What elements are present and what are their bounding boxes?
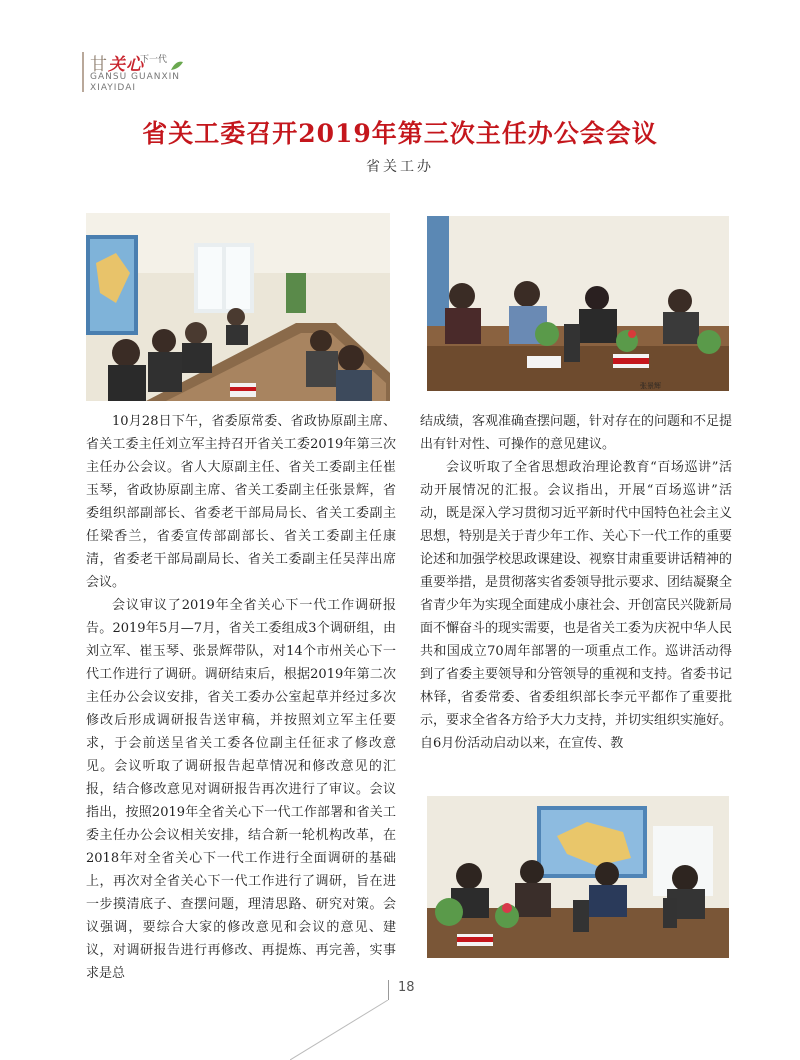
page-number: 18 [398, 980, 415, 995]
corner-decoration [290, 1000, 390, 1060]
right-column [420, 410, 732, 755]
logo-subtitle: 下一代 [140, 55, 168, 65]
paragraph-3: 结成绩，客观准确查摆问题，针对存在的问题和不足提出有针对性、可操作的意见建议。 [420, 414, 733, 452]
leaf-icon [170, 60, 184, 72]
meeting-photo-3-illustration [427, 796, 729, 958]
logo-english-line-1: GANSU GUANXIN [90, 72, 181, 82]
article-title: 省关工委召开2019年第三次主任办公会会议 [142, 119, 658, 148]
meeting-photo-2-illustration [427, 216, 729, 391]
footer-divider [388, 980, 389, 1000]
magazine-logo [90, 50, 220, 98]
left-column [86, 410, 396, 985]
logo-english-line-2: XIAYIDAI [90, 83, 137, 93]
paragraph-2: 会议审议了2019年全省关心下一代工作调研报告。2019年5月—7月，省关工委组成3个调研组，由刘立军、崔玉琴、张景辉带队，对14个市州关心下一代工作进行了调研。调研结束后，根据2019年第二次主任办公会议安排，省关工委办公室起草并经过多次修改后形成调研报告送审稿，并按照刘立军主任要求，于会前送呈省关工委各位副主任征求了修改意见。会议听取了调研报告起草情况和修改意见的汇报，结合修改意见对调研报告再次进行了审议。会议指出，按照2019年全省关心下一代工作部署和省关工委主任办公会议相关安排，结合新一轮机构改革，在2018年对全省关心下一代工作进行全面调研的基础上，再次对全省关心下一代工作进行了调研，旨在进一步摸清底子、查摆问题，理清思路、研究对策。会议强调，要综合大家的修改意见和会议的意见、建议，对调研报告进行再修改、再提炼、再完善，实事求是总 [86, 598, 396, 981]
meeting-photo-2 [427, 216, 729, 391]
meeting-photo-3 [427, 796, 729, 958]
logo-char-guanxin: 关心 [108, 55, 144, 75]
logo-divider [82, 52, 84, 92]
logo-char-gan: 甘 [90, 55, 108, 75]
nameplate-label: 张景辉 [640, 382, 661, 390]
meeting-photo-1 [86, 213, 390, 401]
article-byline: 省关工办 [366, 159, 434, 175]
paragraph-1: 10月28日下午，省委原常委、省政协原副主席、省关工委主任刘立军主持召开省关工委2019年第三次主任办公会议。省人大原副主任、省关工委副主任崔玉琴，省政协原副主席、省关工委副主任张景辉，省委组织部副部长、省委老干部局局长、省关工委副主任梁香兰，省委宣传部副部长、省关工委副主任康清，省委老干部局副局长、省关工委副主任吴萍出席会议。 [86, 414, 396, 590]
meeting-photo-1-illustration [86, 213, 390, 401]
paragraph-4: 会议听取了全省思想政治理论教育“百场巡讲”活动开展情况的汇报。会议指出，开展“百场巡讲”活动，既是深入学习贯彻习近平新时代中国特色社会主义思想，特别是关于青少年工作、关心下一代工作的重要论述和加强学校思政课建设、视察甘肃重要讲话精神的重要举措，是贯彻落实省委领导批示要求、团结凝聚全省青少年为实现全面建成小康社会、开创富民兴陇新局面不懈奋斗的现实需要，也是省关工委为庆祝中华人民共和国成立70周年部署的一项重点工作。巡讲活动得到了省委主要领导和分管领导的重视和支持。省委书记林铎，省委常委、省委组织部长李元平都作了重要批示，要求全省各方给予大力支持，并切实组织实施好。自6月份活动启动以来，在宣传、教 [420, 460, 733, 751]
